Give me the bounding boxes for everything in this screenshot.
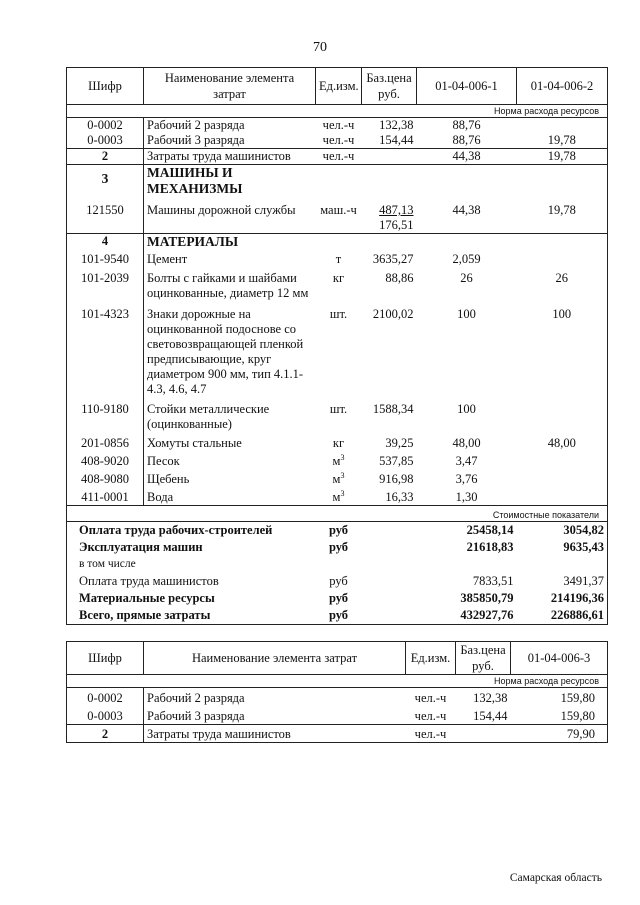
page-number: 70 xyxy=(313,40,327,55)
unit-sup: 3 xyxy=(340,452,345,462)
table-row: 0-0002 Рабочий 2 разряда чел.-ч 132,38 159,80 xyxy=(67,688,608,707)
header-unit: Ед.изм. xyxy=(316,68,362,105)
table-row: 110-9180 Стойки металлические (оцинкованные) шт. 1588,34 100 xyxy=(67,397,608,432)
table-row: 201-0856 Хомуты стальные кг 39,25 48,00 48,00 xyxy=(67,432,608,451)
section-row: 4 МАТЕРИАЛЫ xyxy=(67,234,608,250)
cost-label: Стоимостные показатели xyxy=(67,506,608,522)
header-unit: Ед.изм. xyxy=(406,642,456,675)
table-row: 101-4323 Знаки дорожные на оцинкованной подоснове со световозвращающей пленкой предписывающие, круг диаметром 900 мм, тип 4.1.1-4.3, 4.6, 4.7 шт. 2100,02 100 100 xyxy=(67,301,608,397)
resource-table-1 xyxy=(66,67,608,625)
unit-sup: 3 xyxy=(340,488,345,498)
header-name: Наименование элемента затрат xyxy=(144,642,406,675)
summary-row: Всего, прямые затраты руб 432927,76 226886,61 xyxy=(67,607,608,625)
summary-row: Материальные ресурсы руб 385850,79 214196,36 xyxy=(67,590,608,607)
summary-row: Оплата труда рабочих-строителей руб 25458,14 3054,82 xyxy=(67,522,608,540)
table-row: 2 Затраты труда машинистов чел.-ч 79,90 xyxy=(67,725,608,743)
header-code: Шифр xyxy=(67,68,144,105)
summary-row: Эксплуатация машин руб 21618,83 9635,43 xyxy=(67,539,608,556)
header-price: Баз.цена руб. xyxy=(456,642,511,675)
header-price: Баз.цена руб. xyxy=(362,68,417,105)
unit-sup: 3 xyxy=(340,470,345,480)
unit: м xyxy=(332,454,341,468)
table-row: 408-9080 Щебень $м^3$ 916,98 3,76 xyxy=(67,469,608,487)
summary-row: Оплата труда машинистов руб 7833,51 3491,37 xyxy=(67,573,608,590)
footer-region: Самарская область xyxy=(509,872,602,884)
header-name: Наименование элемента затрат xyxy=(144,68,316,105)
table-row: 411-0001 Вода $м^3$ 16,33 1,30 xyxy=(67,487,608,506)
price-labor: 176,51 xyxy=(379,218,414,232)
table-row: 0-0002 Рабочий 2 разряда чел.-ч 132,38 88,76 xyxy=(67,118,608,134)
price-base: 487,13 xyxy=(379,203,414,217)
table-row: 101-9540 Цемент т 3635,27 2,059 xyxy=(67,249,608,267)
table-row: 408-9020 Песок $м^3$ 537,85 3,47 xyxy=(67,451,608,469)
norm-label: Норма расхода ресурсов xyxy=(67,675,608,688)
table-row: 101-2039 Болты с гайками и шайбами оцинкованные, диаметр 12 мм кг 88,86 26 26 xyxy=(67,267,608,301)
unit: м xyxy=(332,472,341,486)
resource-table-2 xyxy=(66,641,608,743)
unit: м xyxy=(332,490,341,504)
header-col1: 01-04-006-1 xyxy=(417,68,517,105)
table-row: 0-0003 Рабочий 3 разряда чел.-ч 154,44 159,80 xyxy=(67,706,608,725)
header-col2: 01-04-006-2 xyxy=(517,68,608,105)
header-col1: 01-04-006-3 xyxy=(511,642,608,675)
section-row: 3 МАШИНЫ И МЕХАНИЗМЫ xyxy=(67,165,608,198)
header-code: Шифр xyxy=(67,642,144,675)
table-row: 0-0003 Рабочий 3 разряда чел.-ч 154,44 88,76 19,78 xyxy=(67,133,608,149)
table-row: 121550 Машины дорожной службы маш.-ч 487,13 176,51 44,38 19,78 xyxy=(67,197,608,234)
norm-label: Норма расхода ресурсов xyxy=(67,105,608,118)
table-row: 2 Затраты труда машинистов чел.-ч 44,38 19,78 xyxy=(67,149,608,165)
summary-row: в том числе xyxy=(67,556,608,573)
